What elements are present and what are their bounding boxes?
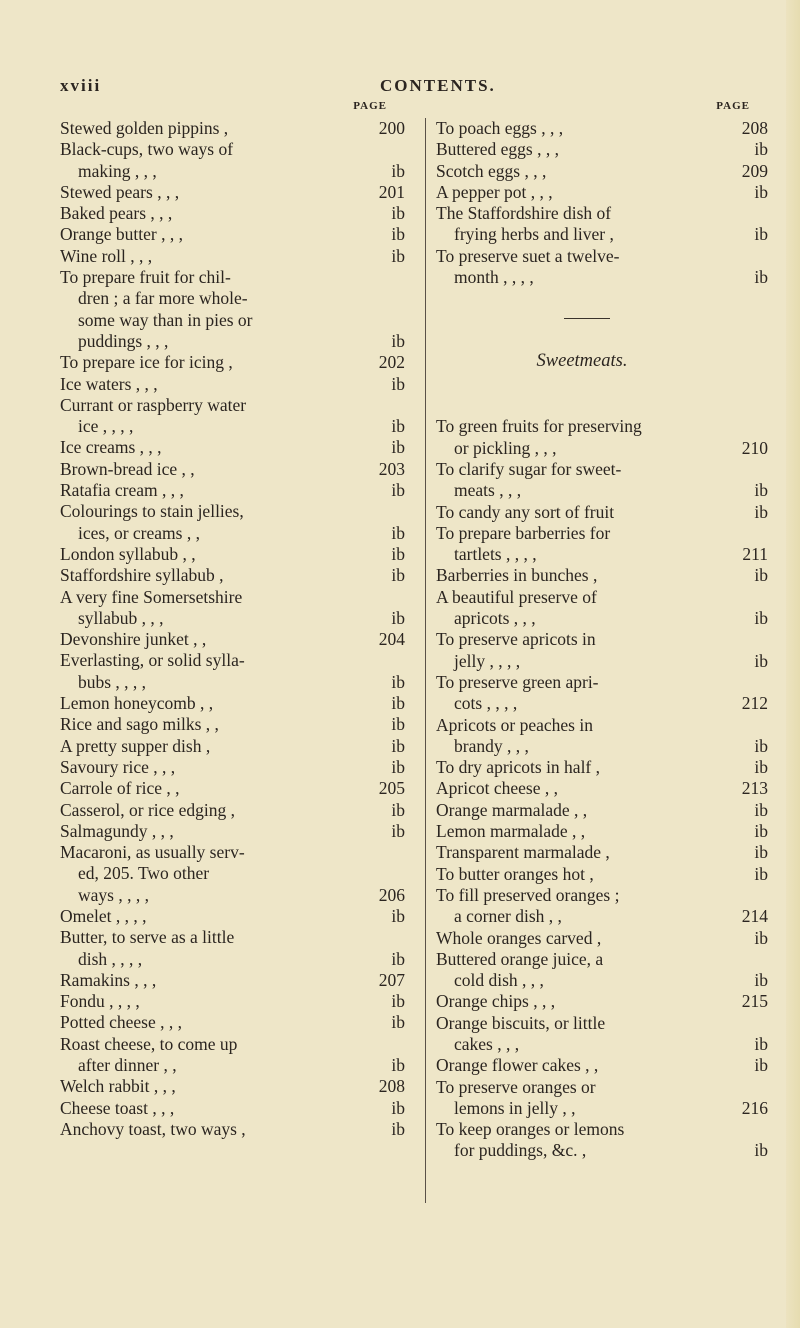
entry-page-ref: ib [391, 245, 405, 266]
index-entry [60, 565, 405, 586]
index-entry [60, 714, 405, 735]
entry-page-ref: ib [754, 267, 768, 288]
entry-text: Colourings to stain jellies, [60, 501, 244, 522]
entry-page-ref: ib [391, 1097, 405, 1118]
entry-page-ref: ib [754, 821, 768, 842]
entry-text-continuation: bubs , , , , [78, 671, 147, 692]
entry-page-ref: ib [754, 224, 768, 245]
entry-text: To candy any sort of fruit [436, 501, 615, 522]
entry-text: Stewed pears , , , [60, 181, 180, 202]
entry-text-continuation: ice , , , , [78, 416, 134, 437]
entry-text: To prepare fruit for chil- [60, 267, 231, 288]
entry-page-ref: ib [754, 650, 768, 671]
entry-text-continuation: ices, or creams , , [78, 522, 200, 543]
index-entry [60, 480, 405, 501]
entry-text-continuation: for puddings, &c. , [454, 1140, 587, 1161]
index-entry [436, 246, 768, 289]
index-entry [436, 459, 768, 502]
entry-text-continuation: or pickling , , , [454, 437, 557, 458]
entry-page-ref: 202 [378, 352, 405, 373]
entry-page-ref: ib [391, 1012, 405, 1033]
entry-page-ref: ib [754, 501, 768, 522]
index-entry [436, 1013, 768, 1056]
page-edge [786, 0, 800, 1328]
entry-text-continuation: apricots , , , [454, 608, 536, 629]
entry-text-continuation: syllabub , , , [78, 607, 164, 628]
entry-text: Apricot cheese , , [436, 778, 558, 799]
running-title: CONTENTS. [380, 76, 496, 95]
entry-page-ref: ib [391, 203, 405, 224]
entry-text: To dry apricots in half , [436, 757, 601, 778]
index-entry [60, 587, 405, 630]
index-entry [436, 502, 768, 523]
entry-page-ref: 206 [378, 884, 405, 905]
entry-text: To preserve oranges or [436, 1076, 596, 1097]
spacer [436, 288, 768, 318]
index-entry [60, 139, 405, 182]
entry-text: To butter oranges hot , [436, 863, 594, 884]
entry-text: Carrole of rice , , [60, 778, 180, 799]
index-entry [60, 1098, 405, 1119]
entry-page-ref: ib [391, 522, 405, 543]
index-entry [60, 821, 405, 842]
index-entry [60, 629, 405, 650]
entry-text: Brown-bread ice , , [60, 458, 195, 479]
entry-text: To prepare barberries for [436, 522, 611, 543]
entry-page-ref: ib [391, 799, 405, 820]
index-entry [436, 587, 768, 630]
entry-page-ref: ib [391, 820, 405, 841]
index-entry [436, 800, 768, 821]
index-entry [60, 459, 405, 480]
index-entry [60, 1012, 405, 1033]
entry-page-ref: ib [391, 735, 405, 756]
entry-page-ref: ib [754, 1033, 768, 1054]
entry-text: Buttered orange juice, a [436, 948, 604, 969]
entry-text-continuation: some way than in pies or [78, 309, 253, 330]
index-entry [436, 842, 768, 863]
entry-text-continuation: making , , , [78, 160, 157, 181]
entry-text-continuation: ed, 205. Two other [78, 863, 210, 884]
entry-text-continuation: after dinner , , [78, 1055, 177, 1076]
entry-text: Everlasting, or solid sylla- [60, 650, 245, 671]
index-entry [436, 821, 768, 842]
entry-text: To keep oranges or lemons [436, 1119, 625, 1140]
index-entry [60, 395, 405, 438]
entry-text: Anchovy toast, two ways , [60, 1118, 246, 1139]
entry-page-ref: ib [391, 1055, 405, 1076]
entry-page-ref: 208 [378, 1076, 405, 1097]
entry-text: To green fruits for preserving [436, 416, 642, 437]
entry-page-ref: 204 [378, 629, 405, 650]
entry-page-ref: ib [754, 608, 768, 629]
index-entry [60, 1076, 405, 1097]
running-header [0, 76, 800, 100]
entry-page-ref: ib [754, 970, 768, 991]
index-entry [60, 224, 405, 245]
entry-text: Devonshire junket , , [60, 629, 207, 650]
entry-text: Whole oranges carved , [436, 927, 602, 948]
entry-page-ref: ib [391, 373, 405, 394]
index-entry [60, 991, 405, 1012]
entry-text-continuation: frying herbs and liver , [454, 224, 614, 245]
right-column [436, 100, 768, 1162]
entry-text-continuation: cots , , , , [454, 693, 518, 714]
entry-text: Macaroni, as usually serv- [60, 842, 245, 863]
entry-text: The Staffordshire dish of [436, 203, 612, 224]
index-entry [60, 693, 405, 714]
page-column-label: PAGE [716, 100, 750, 112]
entry-text: To preserve green apri- [436, 671, 599, 692]
section-rule [564, 318, 610, 319]
index-entry [60, 544, 405, 565]
entry-page-ref: 207 [378, 969, 405, 990]
index-entry [60, 437, 405, 458]
entry-text-continuation: tartlets , , , , [454, 544, 537, 565]
index-entry [436, 161, 768, 182]
index-entry [436, 1119, 768, 1162]
entry-page-ref: 205 [378, 778, 405, 799]
entry-text: Stewed golden pippins , [60, 118, 229, 138]
entry-page-ref: ib [754, 927, 768, 948]
entry-page-ref: ib [754, 863, 768, 884]
entry-page-ref: ib [754, 480, 768, 501]
entry-text: Savoury rice , , , [60, 756, 176, 777]
entry-text-continuation: jelly , , , , [454, 650, 521, 671]
entry-text: Welch rabbit , , , [60, 1076, 176, 1097]
entry-page-ref: ib [754, 842, 768, 863]
entry-text: A pepper pot , , , [436, 181, 553, 202]
entry-text: Transparent marmalade , [436, 842, 610, 863]
entry-page-ref: 208 [741, 118, 768, 138]
entry-text: To preserve suet a twelve- [436, 245, 620, 266]
entry-text: Staffordshire syllabub , [60, 565, 224, 586]
index-entry [436, 118, 768, 139]
entry-page-ref: ib [391, 948, 405, 969]
entry-page-ref: 216 [741, 1097, 768, 1118]
index-entry [436, 715, 768, 758]
entry-page-ref: ib [754, 757, 768, 778]
entry-text: A pretty supper dish , [60, 735, 211, 756]
entry-text: Orange marmalade , , [436, 799, 588, 820]
entry-page-ref: 201 [378, 181, 405, 202]
index-entry [436, 885, 768, 928]
entry-text-continuation: meats , , , [454, 480, 522, 501]
entry-page-ref: ib [754, 799, 768, 820]
page-number: xviii [60, 76, 102, 95]
entry-page-ref: 215 [741, 991, 768, 1012]
index-entry [60, 927, 405, 970]
entry-text: Lemon marmalade , , [436, 821, 586, 842]
entry-text-continuation: a corner dish , , [454, 906, 562, 927]
entry-text-continuation: cold dish , , , [454, 970, 544, 991]
entry-text: Baked pears , , , [60, 203, 173, 224]
index-entry [436, 629, 768, 672]
index-entry [60, 374, 405, 395]
entry-text-continuation: dish , , , , [78, 948, 143, 969]
entry-text: Ice waters , , , [60, 373, 158, 394]
entry-text: Roast cheese, to come up [60, 1033, 238, 1054]
entry-text-continuation: puddings , , , [78, 330, 169, 351]
entry-text: Apricots or peaches in [436, 714, 593, 735]
index-entry [60, 970, 405, 991]
entry-text: Omelet , , , , [60, 905, 147, 926]
entry-text: Orange biscuits, or little [436, 1012, 606, 1033]
entry-page-ref: ib [391, 416, 405, 437]
index-entry [436, 1077, 768, 1120]
entry-text-continuation: ways , , , , [78, 884, 149, 905]
entry-text: Casserol, or rice edging , [60, 799, 235, 820]
entry-text: Salmagundy , , , [60, 820, 174, 841]
index-entry [60, 800, 405, 821]
left-column [60, 100, 405, 1140]
index-entry [436, 672, 768, 715]
entry-text: A very fine Somersetshire [60, 586, 243, 607]
section-title: Sweetmeats. [536, 351, 628, 372]
index-entry [436, 928, 768, 949]
entry-page-ref: ib [391, 756, 405, 777]
page-column-label: PAGE [353, 100, 387, 112]
index-entry [436, 1055, 768, 1076]
index-entry [436, 757, 768, 778]
index-entry [60, 203, 405, 224]
left-entry-list [60, 118, 405, 1140]
entry-text: A beautiful preserve of [436, 586, 597, 607]
index-entry [60, 650, 405, 693]
entry-page-ref: 213 [741, 778, 768, 799]
entry-page-ref: 203 [378, 458, 405, 479]
entry-page-ref: ib [391, 991, 405, 1012]
entry-text: Black-cups, two ways of [60, 139, 234, 160]
entry-page-ref: 200 [378, 118, 405, 138]
entry-text-continuation: cakes , , , [454, 1033, 520, 1054]
entry-text: To preserve apricots in [436, 629, 596, 650]
entry-text: Ramakins , , , [60, 969, 157, 990]
index-entry [436, 203, 768, 246]
entry-text: Orange chips , , , [436, 991, 556, 1012]
entry-text: Lemon honeycomb , , [60, 693, 214, 714]
entry-text: Potted cheese , , , [60, 1012, 182, 1033]
entry-text: Cheese toast , , , [60, 1097, 175, 1118]
entry-text: Fondu , , , , [60, 991, 140, 1012]
entry-page-ref: 209 [741, 160, 768, 181]
index-entry [436, 778, 768, 799]
entry-page-ref: ib [754, 565, 768, 586]
entry-text-continuation: month , , , , [454, 267, 534, 288]
entry-text: Orange butter , , , [60, 224, 183, 245]
index-entry [60, 778, 405, 799]
entry-page-ref: 211 [742, 544, 768, 565]
entry-text: To poach eggs , , , [436, 118, 564, 138]
entry-text: Buttered eggs , , , [436, 139, 559, 160]
index-entry [60, 267, 405, 352]
index-entry [60, 1034, 405, 1077]
entry-page-ref: 212 [741, 693, 768, 714]
entry-page-ref: ib [391, 905, 405, 926]
entry-text: Scotch eggs , , , [436, 160, 547, 181]
right-entry-list-bottom [436, 416, 768, 1161]
index-entry [60, 118, 405, 139]
entry-page-ref: 214 [741, 906, 768, 927]
entry-text-continuation: dren ; a far more whole- [78, 288, 248, 309]
entry-text: To prepare ice for icing , [60, 352, 233, 373]
entry-text: Ratafia cream , , , [60, 480, 184, 501]
entry-text: Barberries in bunches , [436, 565, 598, 586]
entry-page-ref: ib [754, 1140, 768, 1161]
entry-page-ref: ib [391, 480, 405, 501]
index-entry [436, 991, 768, 1012]
index-entry [60, 352, 405, 373]
entry-page-ref: ib [754, 1055, 768, 1076]
entry-page-ref: ib [391, 671, 405, 692]
index-entry [60, 906, 405, 927]
index-entry [436, 864, 768, 885]
entry-text-continuation: brandy , , , [454, 735, 529, 756]
index-entry [436, 949, 768, 992]
index-entry [60, 757, 405, 778]
entry-text: Orange flower cakes , , [436, 1055, 599, 1076]
entry-page-ref: ib [391, 437, 405, 458]
entry-page-ref: ib [391, 565, 405, 586]
entry-text: Butter, to serve as a little [60, 927, 235, 948]
right-entry-list-top [436, 118, 768, 288]
entry-text: Wine roll , , , [60, 245, 153, 266]
entry-page-ref: ib [754, 181, 768, 202]
index-entry [60, 501, 405, 544]
entry-page-ref: ib [391, 224, 405, 245]
index-entry [436, 182, 768, 203]
index-entry [436, 523, 768, 566]
entry-page-ref: ib [391, 693, 405, 714]
entry-page-ref: ib [391, 714, 405, 735]
index-entry [60, 842, 405, 906]
entry-text: Currant or raspberry water [60, 394, 247, 415]
entry-page-ref: 210 [741, 437, 768, 458]
index-entry [60, 182, 405, 203]
index-entry [436, 565, 768, 586]
entry-page-ref: ib [391, 330, 405, 351]
index-entry [60, 736, 405, 757]
index-entry [60, 246, 405, 267]
column-divider [425, 118, 426, 1203]
entry-text: To fill preserved oranges ; [436, 884, 620, 905]
entry-text-continuation: lemons in jelly , , [454, 1097, 576, 1118]
entry-text: Rice and sago milks , , [60, 714, 219, 735]
entry-page-ref: ib [391, 160, 405, 181]
entry-text: Ice creams , , , [60, 437, 162, 458]
entry-page-ref: ib [391, 1118, 405, 1139]
entry-page-ref: ib [754, 139, 768, 160]
entry-page-ref: ib [754, 735, 768, 756]
index-entry [60, 1119, 405, 1140]
index-entry [436, 416, 768, 459]
index-entry [436, 139, 768, 160]
entry-page-ref: ib [391, 607, 405, 628]
entry-page-ref: ib [391, 543, 405, 564]
entry-text: London syllabub , , [60, 543, 196, 564]
entry-text: To clarify sugar for sweet- [436, 458, 622, 479]
